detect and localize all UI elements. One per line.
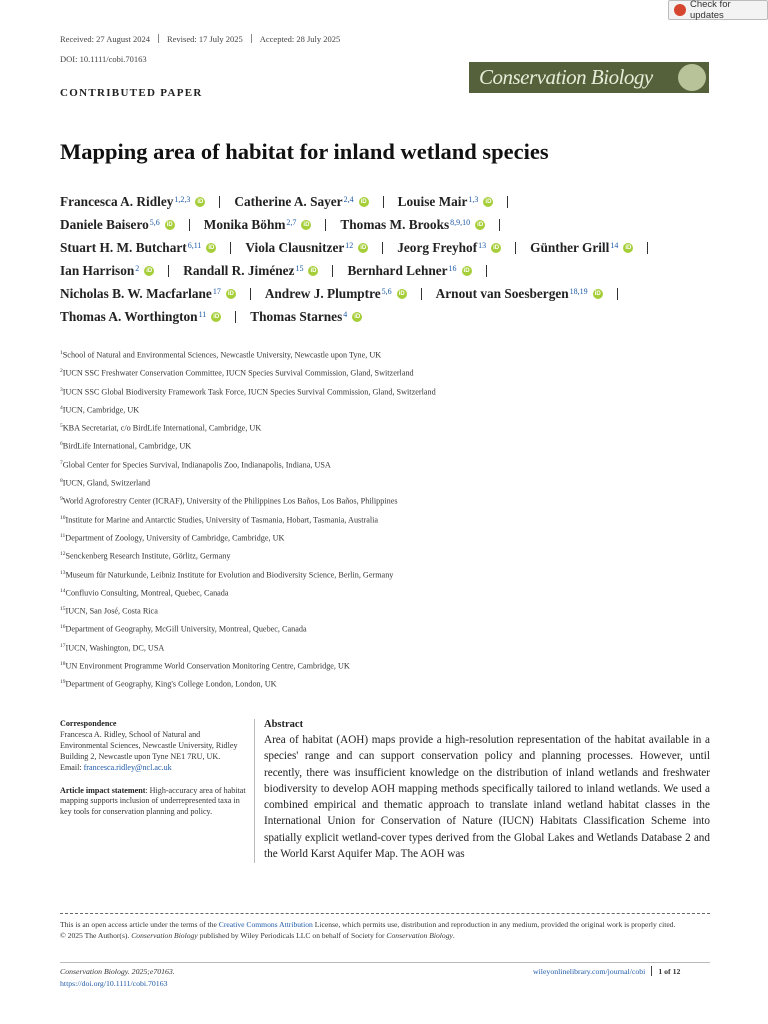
- affiliation-text: IUCN, Gland, Switzerland: [62, 478, 151, 488]
- author-affiliation-ref: 2,4: [343, 195, 354, 204]
- copyright-society: Conservation Biology: [386, 931, 453, 940]
- author-list: [60, 190, 720, 328]
- affiliation-text: IUCN SSC Freshwater Conservation Committee, IUCN Species Survival Commission, Gland, Switzerland: [62, 369, 414, 379]
- license-notice: [60, 919, 710, 941]
- author-name[interactable]: Thomas M. Brooks: [340, 216, 450, 232]
- divider: [251, 34, 252, 43]
- affiliation-text: Senckenberg Research Institute, Görlitz, Germany: [65, 552, 231, 561]
- accepted-date: Accepted: 28 July 2025: [259, 34, 341, 44]
- footer-divider: [60, 962, 710, 963]
- orcid-icon[interactable]: iD: [310, 267, 317, 274]
- author-separator: [499, 219, 500, 231]
- affiliation-number: 7: [60, 459, 63, 466]
- affiliation-item: [60, 533, 700, 551]
- author-name[interactable]: Jeorg Freyhof: [397, 239, 478, 255]
- author-affiliation-ref: 6,11: [187, 241, 202, 250]
- author-name[interactable]: Andrew J. Plumptre: [264, 285, 381, 301]
- author-separator: [189, 219, 190, 231]
- author-affiliation-ref: 11: [198, 310, 207, 319]
- orcid-icon[interactable]: iD: [227, 290, 234, 297]
- author-affiliation-ref: 1,2,3: [174, 195, 191, 204]
- author-separator: [515, 242, 516, 254]
- orcid-icon[interactable]: iD: [166, 221, 173, 228]
- revised-date: Revised: 17 July 2025: [166, 34, 243, 44]
- orcid-icon[interactable]: iD: [303, 221, 310, 228]
- copyright-mid: published by Wiley Periodicals LLC on behalf of Society for: [197, 931, 387, 940]
- email-label: Email:: [60, 762, 84, 772]
- affiliation-number: 18: [60, 661, 66, 668]
- author-separator: [486, 265, 487, 277]
- orcid-icon[interactable]: iD: [360, 198, 367, 205]
- author-name[interactable]: Viola Clausnitzer: [245, 239, 345, 255]
- impact-statement: [60, 786, 250, 819]
- affiliation-item: [60, 679, 700, 697]
- check-for-updates-label: Check for updates: [689, 0, 731, 21]
- footer-citation: [60, 966, 175, 990]
- orcid-icon[interactable]: iD: [594, 290, 601, 297]
- author-affiliation-ref: 5,6: [149, 218, 160, 227]
- affiliation-text: IUCN SSC Global Biodiversity Framework Task Force, IUCN Species Survival Commission, Gland, Switzerland: [62, 387, 436, 397]
- crossmark-icon: [674, 4, 686, 16]
- affiliation-number: 2: [60, 368, 63, 375]
- footer-right: [533, 966, 680, 976]
- author-name[interactable]: Thomas Starnes: [250, 308, 343, 324]
- affiliation-number: 13: [60, 569, 66, 576]
- journal-logo-text: Conservation Biology: [479, 65, 653, 89]
- author-separator: [647, 242, 648, 254]
- author-name[interactable]: Daniele Baisero: [60, 216, 149, 232]
- author-separator: [617, 288, 618, 300]
- affiliation-item: [60, 606, 700, 624]
- copyright-journal: Conservation Biology: [131, 931, 198, 940]
- author-affiliation-ref: 14: [610, 241, 619, 250]
- affiliation-number: 4: [60, 404, 63, 411]
- affiliation-number: 17: [60, 642, 66, 649]
- orcid-icon[interactable]: iD: [354, 313, 361, 320]
- affiliation-number: 5: [60, 423, 63, 430]
- email-link[interactable]: francesca.ridley@ncl.ac.uk: [83, 762, 172, 772]
- affiliation-number: 9: [60, 496, 63, 503]
- affiliation-item: [60, 368, 700, 386]
- author-line: [60, 213, 720, 236]
- author-name[interactable]: Bernhard Lehner: [347, 262, 448, 278]
- author-separator: [382, 242, 383, 254]
- impact-body: : High-accuracy area of habitat mapping supports inclusion of underrepresented taxa in key tools for conservation planning and policy.: [60, 785, 246, 817]
- author-line: [60, 236, 720, 259]
- affiliation-text: World Agroforestry Center (ICRAF), University of the Philippines Los Baños, Los Baños, Philippines: [62, 497, 398, 507]
- affiliation-number: 8: [60, 478, 63, 485]
- affiliation-item: [60, 423, 700, 441]
- affiliation-text: UN Environment Programme World Conservation Monitoring Centre, Cambridge, UK: [65, 661, 350, 671]
- author-affiliation-ref: 15: [295, 264, 304, 273]
- affiliation-text: KBA Secretariat, c/o BirdLife International, Cambridge, UK: [62, 423, 262, 433]
- affiliation-number: 10: [60, 514, 66, 521]
- orcid-icon[interactable]: iD: [477, 221, 484, 228]
- author-affiliation-ref: 12: [345, 241, 354, 250]
- author-separator: [325, 219, 326, 231]
- citation-text: Conservation Biology. 2025;e70163.: [60, 967, 175, 976]
- orcid-icon[interactable]: iD: [197, 198, 204, 205]
- orcid-icon[interactable]: iD: [625, 244, 632, 251]
- abstract-heading: Abstract: [264, 719, 304, 730]
- orcid-icon[interactable]: iD: [493, 244, 500, 251]
- check-for-updates-button[interactable]: [668, 0, 768, 20]
- author-separator: [168, 265, 169, 277]
- author-name[interactable]: Catherine A. Sayer: [234, 193, 343, 209]
- affiliation-item: [60, 661, 700, 679]
- author-affiliation-ref: 17: [212, 287, 221, 296]
- author-name[interactable]: Francesca A. Ridley: [60, 193, 174, 209]
- affiliation-item: [60, 441, 700, 459]
- journal-url-link[interactable]: wileyonlinelibrary.com/journal/cobi: [533, 966, 646, 976]
- affiliation-number: 14: [60, 587, 66, 594]
- author-affiliation-ref: 13: [478, 241, 487, 250]
- affiliation-item: [60, 478, 700, 496]
- affiliations: [60, 350, 700, 698]
- license-divider: [60, 913, 710, 914]
- author-name[interactable]: Arnout van Soesbergen: [435, 285, 569, 301]
- affiliation-item: [60, 570, 700, 588]
- author-name[interactable]: Nicholas B. W. Macfarlane: [60, 285, 212, 301]
- affiliation-text: IUCN, San José, Costa Rica: [65, 606, 158, 616]
- correspondence-heading: Correspondence: [60, 719, 117, 728]
- affiliation-text: Museum für Naturkunde, Leibniz Institute for Evolution and Biodiversity Science, Berlin, Germany: [65, 570, 394, 580]
- author-line: [60, 282, 720, 305]
- divider: [651, 966, 652, 976]
- correspondence-email: [60, 763, 250, 774]
- article-type: CONTRIBUTED PAPER: [60, 87, 203, 99]
- affiliation-number: 16: [60, 624, 66, 631]
- author-affiliation-ref: 1,3: [468, 195, 479, 204]
- author-separator: [250, 288, 251, 300]
- affiliation-text: IUCN, Cambridge, UK: [62, 405, 140, 415]
- orcid-icon[interactable]: iD: [463, 267, 470, 274]
- affiliation-text: School of Natural and Environmental Sciences, Newcastle University, Newcastle upon Tyne, UK: [62, 350, 382, 360]
- affiliation-text: Department of Geography, McGill University, Montreal, Quebec, Canada: [65, 625, 307, 635]
- article-dates: [60, 34, 340, 44]
- affiliation-item: [60, 551, 700, 569]
- affiliation-number: 12: [60, 551, 66, 558]
- author-separator: [332, 265, 333, 277]
- affiliation-item: [60, 515, 700, 533]
- orcid-icon[interactable]: iD: [360, 244, 367, 251]
- author-separator: [219, 196, 220, 208]
- author-affiliation-ref: 8,9,10: [450, 218, 471, 227]
- page-number: 1 of 12: [658, 966, 681, 976]
- author-name[interactable]: Randall R. Jiménez: [183, 262, 295, 278]
- impact-heading: Article impact statement: [60, 785, 146, 795]
- doi[interactable]: DOI: 10.1111/cobi.70163: [60, 54, 147, 64]
- author-line: [60, 190, 720, 213]
- affiliation-item: [60, 643, 700, 661]
- correspondence-body: Francesca A. Ridley, School of Natural and Environmental Sciences, Newcastle University, Ridley Building 2, Newcastle upon Tyne NE1 7RU, UK.: [60, 729, 238, 761]
- affiliation-item: [60, 624, 700, 642]
- affiliation-item: [60, 496, 700, 514]
- affiliation-number: 1: [60, 350, 63, 356]
- affiliation-text: Institute for Marine and Antarctic Studies, University of Tasmania, Hobart, Tasmania, Australia: [65, 515, 379, 525]
- author-line: [60, 259, 720, 282]
- orcid-icon[interactable]: iD: [213, 313, 220, 320]
- cc-license-link[interactable]: Creative Commons Attribution: [218, 920, 313, 929]
- author-affiliation-ref: 2,7: [286, 218, 297, 227]
- affiliation-text: Confluvio Consulting, Montreal, Quebec, Canada: [65, 588, 229, 598]
- copyright-pre: © 2025 The Author(s).: [60, 931, 132, 940]
- author-separator: [235, 311, 236, 323]
- affiliation-text: Department of Zoology, University of Cambridge, Cambridge, UK: [65, 533, 285, 543]
- divider: [158, 34, 159, 43]
- abstract-text: Area of habitat (AOH) maps provide a high-resolution representation of the habitat available in a species' range and can support conservation policy and planning processes. However, until recently, there was insufficient knowledge on the distribution of inland wetlands and freshwater biodiversity to develop AOH mapping methods specifically tailored to inland wetlands. We used a combined empirical and thematic approach to translate inland wetland habitat classes in the International Union for Conservation of Nature (IUCN) Habitats Classification Scheme into spatially explicit wetland-cover types derived from the Global Lakes and Wetlands Database 2 and the World Karst Aquifer Map. The AOH was: [264, 734, 710, 861]
- affiliation-item: [60, 405, 700, 423]
- author-affiliation-ref: 18,19: [569, 287, 588, 296]
- author-name[interactable]: Monika Böhm: [203, 216, 286, 232]
- received-date: Received: 27 August 2024: [60, 34, 150, 44]
- orcid-icon[interactable]: iD: [398, 290, 405, 297]
- affiliation-item: [60, 588, 700, 606]
- affiliation-number: 3: [60, 386, 63, 393]
- author-separator: [421, 288, 422, 300]
- license-post: License, which permits use, distribution and reproduction in any medium, provided the original work is properly cited.: [312, 920, 676, 929]
- orcid-icon[interactable]: iD: [485, 198, 492, 205]
- abstract: [264, 719, 710, 862]
- copyright-text: [60, 930, 710, 941]
- author-line: [60, 305, 720, 328]
- bird-emblem-icon: [678, 64, 706, 91]
- author-separator: [230, 242, 231, 254]
- affiliation-number: 19: [60, 679, 66, 686]
- orcid-icon[interactable]: iD: [146, 267, 153, 274]
- affiliation-number: 15: [60, 606, 66, 613]
- copyright-end: .: [452, 931, 455, 940]
- author-affiliation-ref: 5,6: [381, 287, 392, 296]
- doi-link[interactable]: https://doi.org/10.1111/cobi.70163: [60, 979, 168, 988]
- author-separator: [383, 196, 384, 208]
- paper-title: Mapping area of habitat for inland wetland species: [60, 139, 549, 164]
- affiliation-text: Global Center for Species Survival, Indianapolis Zoo, Indianapolis, Indiana, USA: [62, 460, 331, 470]
- affiliation-item: [60, 460, 700, 478]
- author-name[interactable]: Thomas A. Worthington: [60, 308, 198, 324]
- affiliation-text: BirdLife International, Cambridge, UK: [62, 442, 192, 452]
- author-name[interactable]: Stuart H. M. Butchart: [60, 239, 187, 255]
- journal-logo[interactable]: [469, 62, 709, 93]
- author-separator: [507, 196, 508, 208]
- license-text: [60, 919, 710, 930]
- author-name[interactable]: Günther Grill: [530, 239, 610, 255]
- affiliation-number: 6: [60, 441, 63, 448]
- affiliation-text: Department of Geography, King's College London, London, UK: [65, 680, 277, 690]
- orcid-icon[interactable]: iD: [208, 244, 215, 251]
- author-name[interactable]: Ian Harrison: [60, 262, 135, 278]
- affiliation-item: [60, 387, 700, 405]
- affiliation-number: 11: [60, 532, 66, 539]
- author-affiliation-ref: 4: [343, 310, 348, 319]
- author-affiliation-ref: 16: [448, 264, 457, 273]
- affiliation-item: [60, 350, 700, 368]
- license-pre: This is an open access article under the terms of the: [60, 920, 219, 929]
- author-affiliation-ref: 2: [135, 264, 140, 273]
- affiliation-text: IUCN, Washington, DC, USA: [65, 643, 165, 653]
- sidebar: [60, 719, 250, 818]
- column-divider: [254, 719, 255, 863]
- author-name[interactable]: Louise Mair: [397, 193, 468, 209]
